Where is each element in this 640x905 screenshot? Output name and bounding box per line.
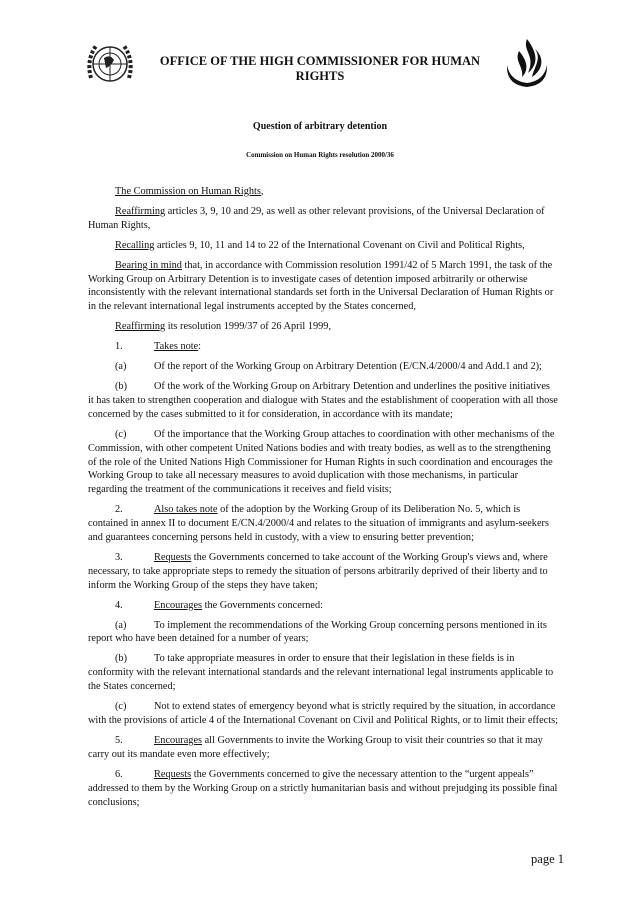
operative-term: Reaffirming: [115, 205, 166, 217]
paragraph: [88, 380, 558, 422]
paragraph-number: 3.: [115, 551, 123, 563]
paragraph-text: the Governments concerned:: [202, 599, 323, 611]
paragraph: [88, 360, 558, 374]
un-emblem-logo: [84, 38, 136, 90]
paragraph-number: 6.: [115, 768, 123, 780]
office-heading: OFFICE OF THE HIGH COMMISSIONER FOR HUMAN RIGHTS: [159, 54, 481, 83]
paragraph-number: (b): [115, 653, 128, 665]
operative-term: Takes note: [154, 341, 199, 353]
operative-term: Also takes note: [154, 504, 218, 516]
paragraph-text: To take appropriate measures in order to ensure that their legislation in these fields is in conformity with the relevant international standards and the relevant international legal instruments applicable to the States concerned;: [88, 653, 554, 693]
operative-term: The Commission on Human Rights: [115, 186, 261, 197]
operative-term: Bearing in mind: [115, 259, 182, 271]
paragraph: [88, 768, 558, 810]
paragraph-number: 5.: [115, 734, 123, 746]
resolution-subtitle: Commission on Human Rights resolution 2000/36: [246, 151, 394, 159]
paragraph-text: its resolution 1999/37 of 26 April 1999,: [165, 321, 332, 333]
paragraph: [88, 205, 558, 233]
paragraph-text: Of the report of the Working Group on Arbitrary Detention (E/CN.4/2000/4 and Add.1 and 2);: [154, 361, 542, 373]
paragraph: [88, 320, 558, 334]
paragraph: [88, 700, 558, 728]
paragraph: [88, 259, 558, 315]
paragraph-text: ,: [260, 186, 264, 197]
paragraph-text: Of the work of the Working Group on Arbitrary Detention and underlines the positive initiatives it has taken to strengthen cooperation and dialogue with States and the establishment of cooperation with all those concerned by the cases submitted to it for consideration, in accordance with its mandate;: [88, 380, 558, 420]
document-body: [88, 185, 558, 815]
paragraph-number: 4.: [115, 599, 123, 611]
paragraph: [88, 239, 558, 253]
paragraph: [88, 599, 558, 613]
operative-term: Recalling: [115, 239, 155, 251]
paragraph-number: 2.: [115, 504, 123, 516]
operative-term: Requests: [154, 768, 192, 780]
paragraph: [88, 503, 558, 545]
paragraph-number: (b): [115, 380, 128, 392]
paragraph-number: (c): [115, 701, 127, 713]
paragraph-text: :: [198, 341, 202, 353]
paragraph-text: articles 3, 9, 10 and 29, as well as other relevant provisions, of the Universal Declaration of Human Rights,: [88, 205, 545, 231]
paragraph-number: (a): [115, 361, 127, 373]
paragraph-text: articles 9, 10, 11 and 14 to 22 of the International Covenant on Civil and Political Rights,: [154, 239, 525, 251]
human-rights-flame-logo: [502, 37, 552, 91]
operative-term: Encourages: [154, 734, 203, 746]
paragraph: [88, 551, 558, 593]
paragraph-text: To implement the recommendations of the Working Group concerning persons mentioned in its report who have been detained for a number of years;: [88, 619, 547, 645]
paragraph-number: (c): [115, 428, 127, 440]
paragraph: [88, 619, 558, 647]
paragraph: [88, 428, 558, 498]
paragraph-text: the Governments concerned to take account of the Working Group's views and, where necessary, to take appropriate steps to remedy the situation of persons arbitrarily deprived of their liberty and to inform the Working Group of the steps they have taken;: [88, 551, 548, 591]
paragraph-text: the Governments concerned to give the necessary attention to the “urgent appeals” addressed to them by the Working Group on a strictly humanitarian basis and without prejudging its possible final conclusions;: [88, 768, 558, 808]
paragraph-text: Not to extend states of emergency beyond what is strictly required by the situation, in accordance with the provisions of article 4 of the International Covenant on Civil and Political Rights, or to limit their effects;: [88, 701, 558, 726]
paragraph-text: all Governments to invite the Working Group to visit their countries so that it may carry out its mandate even more effectively;: [88, 734, 543, 760]
paragraph-text: Of the importance that the Working Group attaches to coordination with other mechanisms of the Commission, with other competent United Nations bodies and with treaty bodies, as well as to the strengthening of the role of the United Nations High Commissioner for Human Rights in such coordination and encourages the Working Group to take all necessary measures to avoid duplication with those mechanisms, in particular regarding the treatment of the communications it receives and field visits;: [88, 428, 555, 496]
operative-term: Reaffirming: [115, 321, 166, 333]
paragraph-number: (a): [115, 619, 127, 631]
page-number: page 1: [531, 852, 564, 866]
paragraph: [88, 340, 558, 354]
paragraph: [88, 734, 558, 762]
paragraph-number: 1.: [115, 341, 123, 353]
paragraph: [88, 652, 558, 694]
operative-term: Requests: [154, 551, 192, 563]
operative-term: Encourages: [154, 599, 203, 611]
paragraph-text: of the adoption by the Working Group of its Deliberation No. 5, which is contained in annex II to document E/CN.4/2000/4 and relates to the situation of immigrants and asylum-seekers and guarantees concerning persons held in custody, with a view to ensuring better prevention;: [88, 504, 549, 544]
document-title: Question of arbitrary detention: [252, 121, 388, 132]
paragraph-text: that, in accordance with Commission resolution 1991/42 of 5 March 1991, the task of the Working Group on Arbitrary Detention is to investigate cases of detention imposed arbitrarily or otherwise inconsistently with the relevant international standards set forth in the Universal Declaration of Human Rights or in the relevant international legal instruments accepted by the States concerned,: [88, 259, 554, 313]
paragraph: [88, 185, 558, 199]
